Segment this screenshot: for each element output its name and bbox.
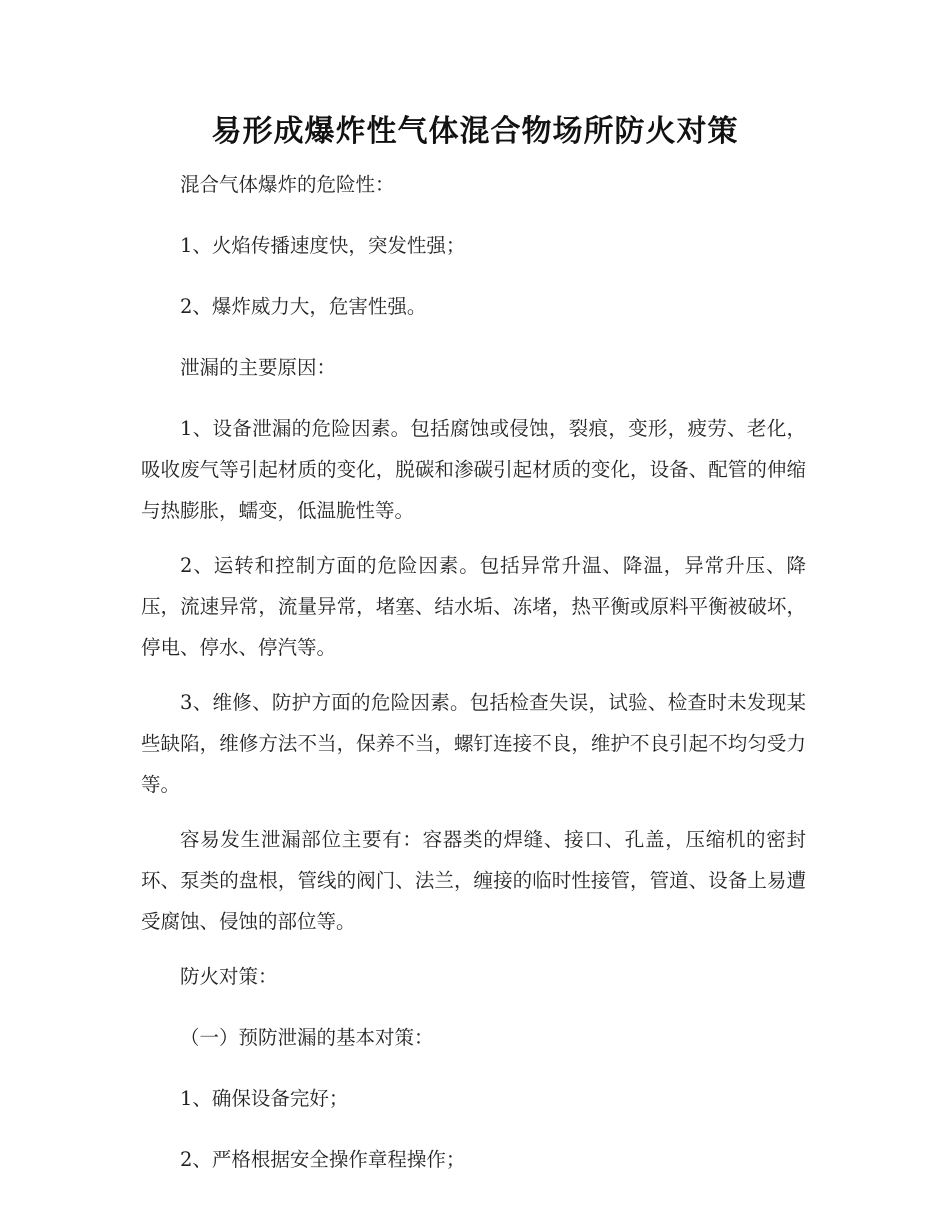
paragraph-leak-locations: 容易发生泄漏部位主要有：容器类的焊缝、接口、孔盖，压缩机的密封环、泵类的盘根，管线的阀门、法兰，缠接的临时性接管，管道、设备上易遭受腐蚀、侵蚀的部位等。 [141,828,806,933]
paragraph-leak-causes-heading: 泄漏的主要原因： [180,356,337,379]
paragraph-leak-cause-3: 3、维修、防护方面的危险因素。包括检查失误，试验、检查时未发现某些缺陷，维修方法不当，保养不当，螺钉连接不良，维护不良引起不均匀受力等。 [141,691,806,796]
document-title: 易形成爆炸性气体混合物场所防火对策 [211,114,739,149]
paragraph-prevention-1: 1、确保设备完好； [180,1087,349,1110]
paragraph-hazard-heading: 混合气体爆炸的危险性： [180,173,395,196]
paragraph-leak-cause-1: 1、设备泄漏的危险因素。包括腐蚀或侵蚀，裂痕，变形，疲劳、老化，吸收废气等引起材质的变化，脱碳和渗碳引起材质的变化，设备、配管的伸缩与热膨胀，蠕变，低温脆性等。 [141,417,806,522]
paragraph-prevention-heading: （一）预防泄漏的基本对策： [180,1026,434,1049]
paragraph-leak-cause-2: 2、运转和控制方面的危险因素。包括异常升温、降温，异常升压、降压，流速异常，流量异常，堵塞、结水垢、冻堵，热平衡或原料平衡被破坏，停电、停水、停汽等。 [141,554,806,659]
paragraph-prevention-2: 2、严格根据安全操作章程操作； [180,1148,466,1171]
paragraph-hazard-2: 2、爆炸威力大，危害性强。 [180,295,427,318]
paragraph-fire-measures-heading: 防火对策： [180,965,278,988]
document-body [141,164,806,1200]
paragraph-hazard-1: 1、火焰传播速度快，突发性强； [180,234,466,257]
